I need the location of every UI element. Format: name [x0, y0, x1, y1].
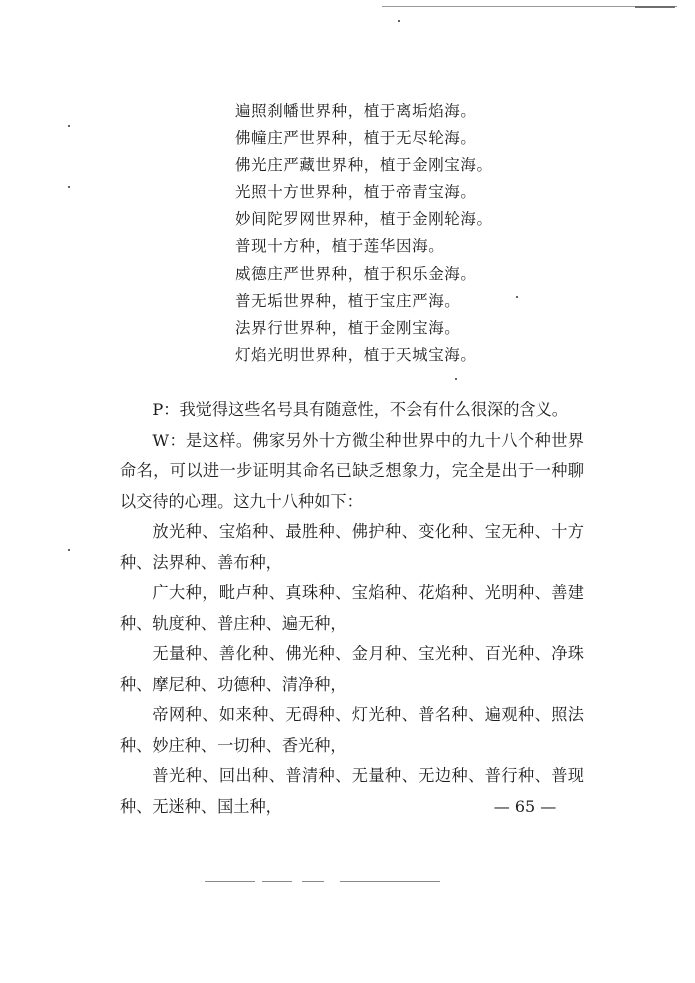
verse-line: 法界行世界种，植于金刚宝海。 — [235, 318, 461, 337]
page-number: — 65 — — [493, 797, 557, 816]
verse-line: 灯焰光明世界种，植于天城宝海。 — [235, 345, 477, 364]
scan-speck — [516, 296, 518, 298]
scan-speck — [398, 20, 400, 22]
verse-line: 妙间陀罗网世界种，植于金刚轮海。 — [235, 210, 493, 229]
scan-speck — [68, 549, 70, 551]
bottom-edge-line — [302, 881, 324, 882]
verse-list — [235, 98, 493, 369]
scan-speck — [68, 125, 70, 127]
paragraph-name-list: 无量种、善化种、佛光种、金月种、宝光种、百光种、净珠种、摩尼种、功德种、清净种， — [120, 644, 584, 694]
scan-speck — [68, 186, 70, 188]
paragraph-name-list: 广大种，毗卢种、真珠种、宝焰种、花焰种、光明种、善建种、轨度种、普庄种、遍无种， — [120, 583, 584, 633]
scan-speck — [455, 378, 457, 380]
verse-line: 普现十方种，植于莲华因海。 — [235, 237, 445, 256]
verse-line: 佛光庄严藏世界种，植于金刚宝海。 — [235, 156, 493, 175]
top-edge-line — [382, 6, 677, 7]
verse-line: 光照十方世界种，植于帝青宝海。 — [235, 183, 477, 202]
paragraph-w-reply: W：是这样。佛家另外十方微尘种世界中的九十八个种世界命名，可以进一步证明其命名已缺乏想象力，完全是出于一种聊以交待的心理。这九十八种如下： — [120, 430, 584, 511]
paragraph-name-list: 放光种、宝焰种、最胜种、佛护种、变化种、宝无种、十方种、法界种、善布种， — [120, 522, 584, 572]
bottom-edge-line — [262, 881, 292, 882]
bottom-edge-line — [340, 881, 440, 882]
paragraph-name-list: 帝网种、如来种、无碍种、灯光种、普名种、遍观种、照法种、妙庄种、一切种、香光种， — [120, 705, 584, 755]
top-edge-mark — [635, 6, 675, 8]
paragraph-name-list: 普光种、回出种、普清种、无量种、无边种、普行种、普现种、无迷种、国土种， — [120, 766, 584, 816]
verse-line: 普无垢世界种，植于宝庄严海。 — [235, 291, 461, 310]
verse-line: 遍照刹幡世界种，植于离垢焰海。 — [235, 102, 477, 120]
dialogue-text — [120, 395, 584, 822]
paragraph-p-remark: P：我觉得这些名号具有随意性，不会有什么很深的含义。 — [152, 400, 568, 419]
verse-line: 威德庄严世界种，植于积乐金海。 — [235, 264, 477, 283]
bottom-edge-line — [205, 881, 255, 882]
verse-line: 佛幢庄严世界种，植于无尽轮海。 — [235, 129, 477, 148]
